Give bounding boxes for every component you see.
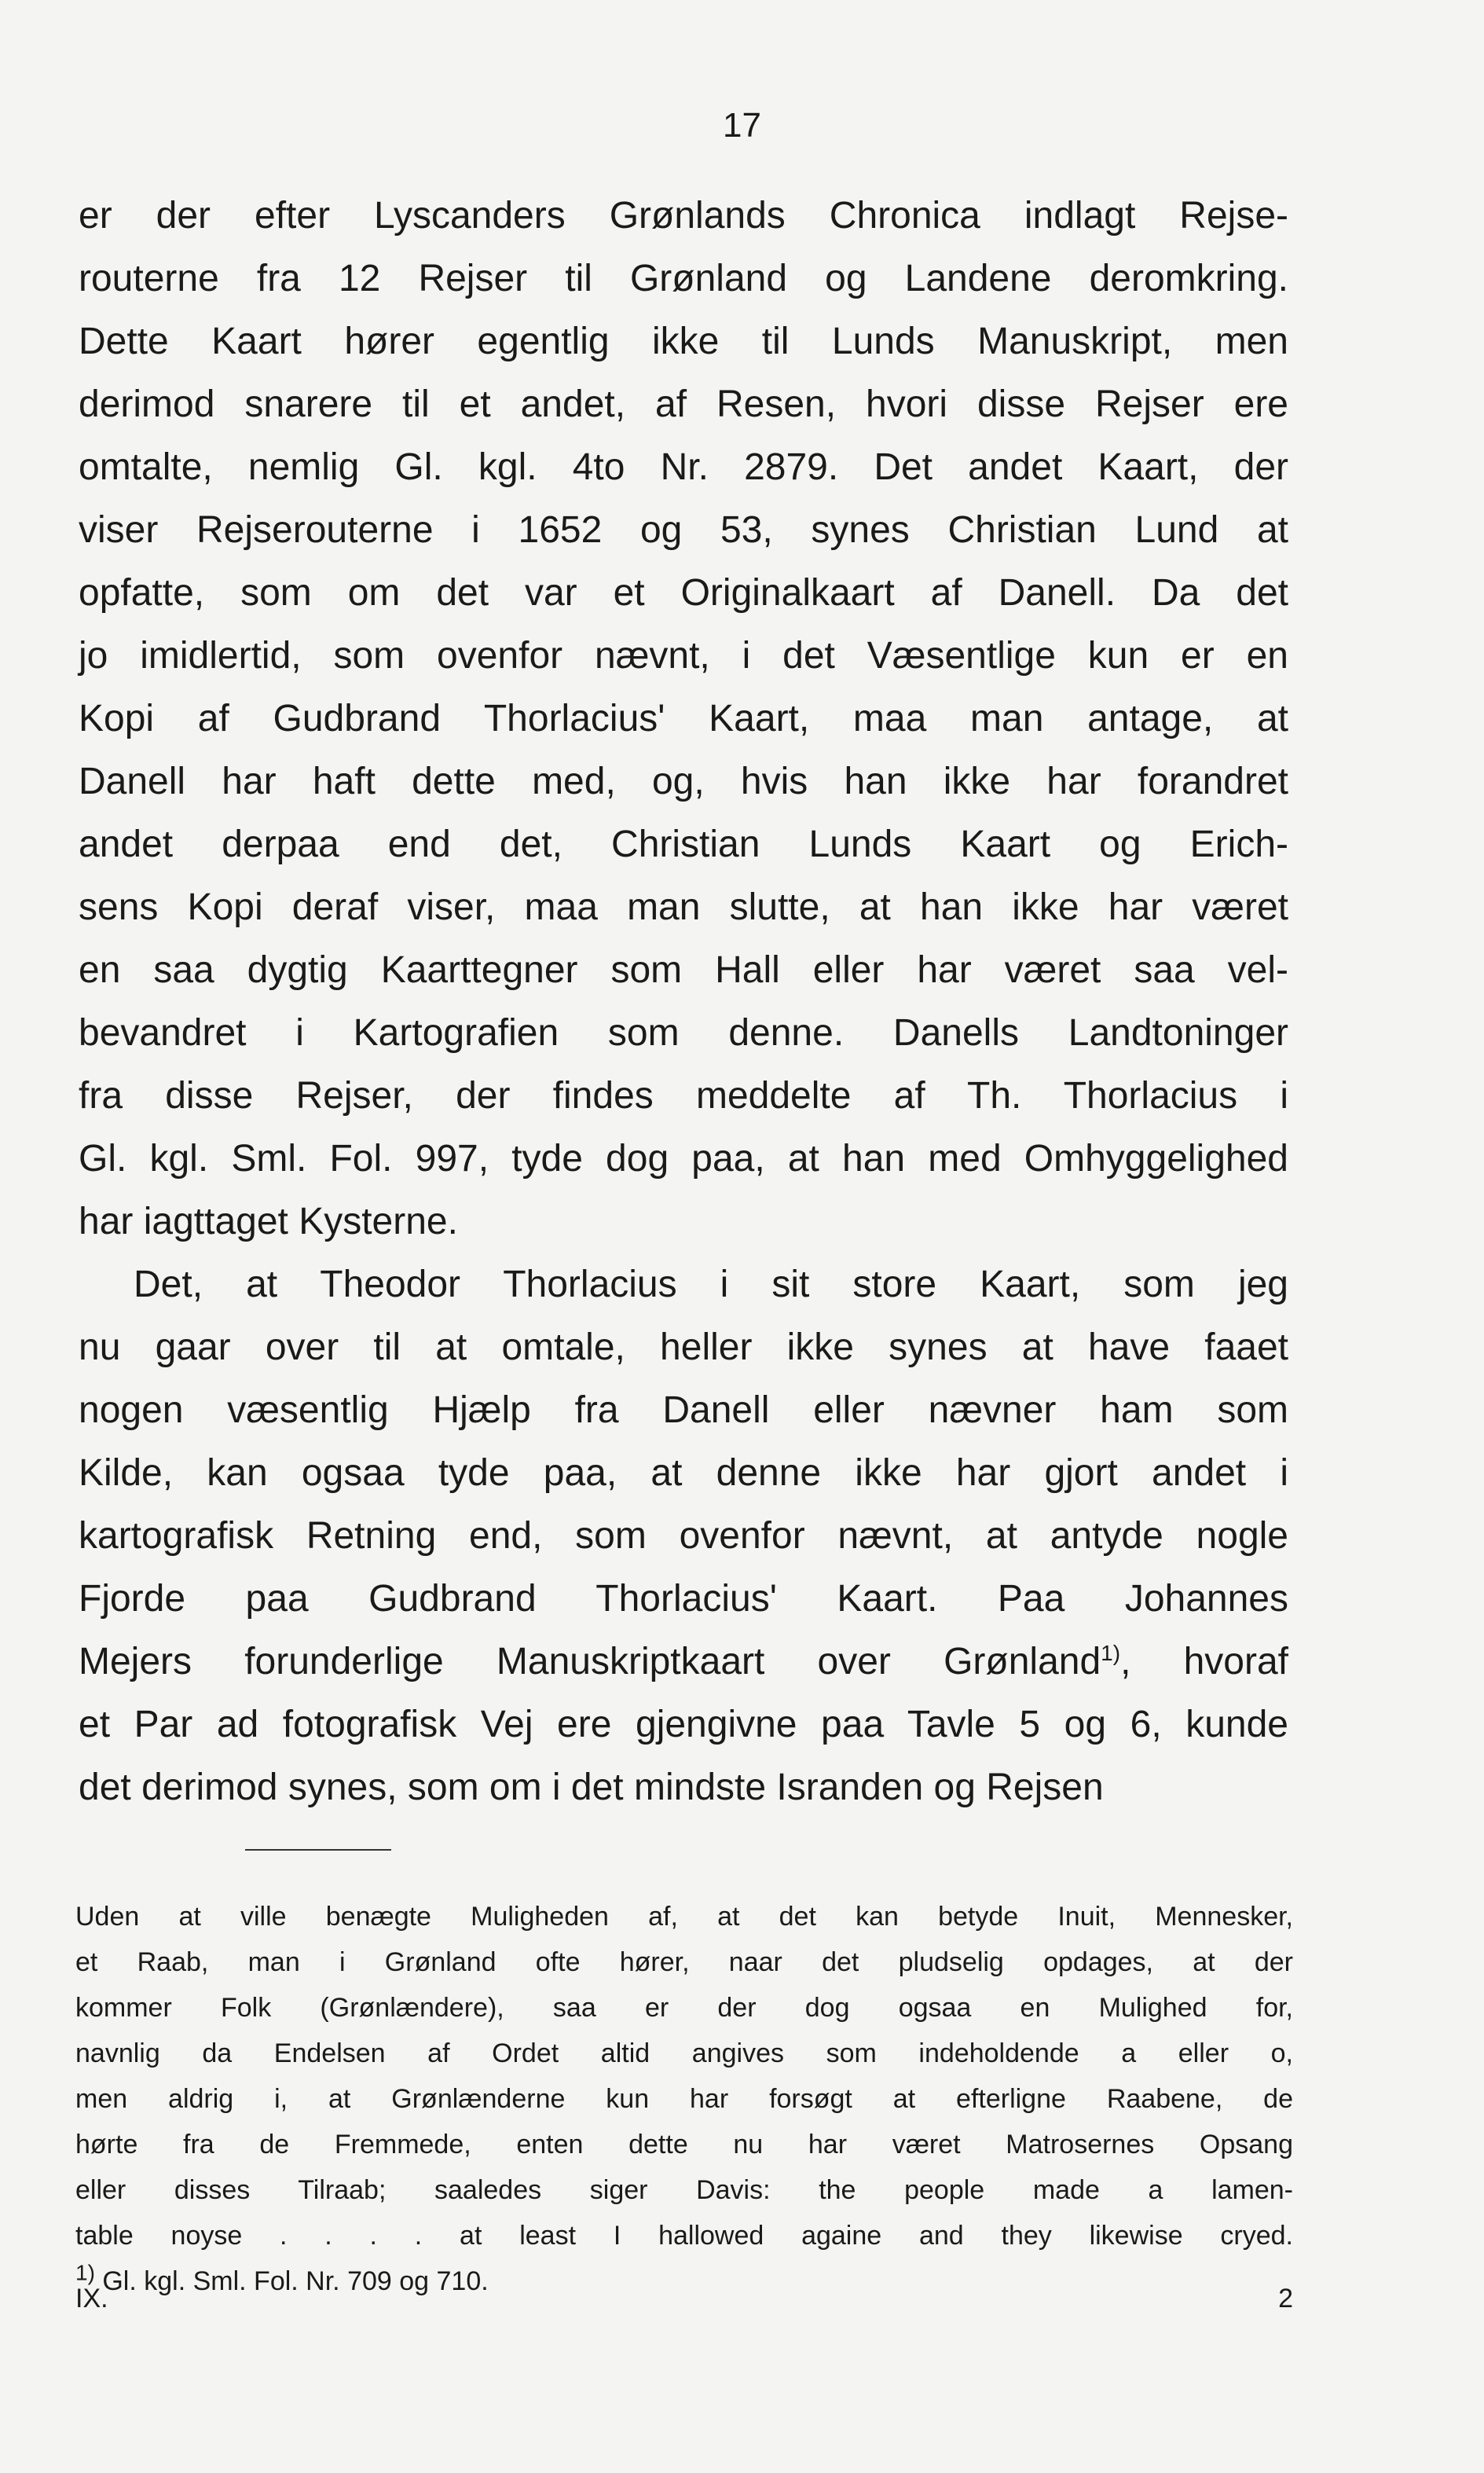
- text-line: nu gaar over til at omtale, heller ikke synes at have faaet: [79, 1326, 1288, 1368]
- footnote-ref: 1): [1101, 1641, 1121, 1665]
- sheet-number: 2: [1278, 2284, 1293, 2313]
- footnote-line: hørte fra de Fremmede, enten dette nu har været Matrosernes Opsang: [75, 2130, 1293, 2159]
- paragraph-start-line: Det, at Theodor Thorlacius i sit store Kaart, som jeg: [134, 1264, 1288, 1305]
- footnote-line: et Raab, man i Grønland ofte hører, naar det pludselig opdages, at der: [75, 1947, 1293, 1977]
- footnote-line: kommer Folk (Grønlændere), saa er der dog ogsaa en Mulighed for,: [75, 1993, 1293, 2023]
- text-line: opfatte, som om det var et Originalkaart af Danell. Da det: [79, 572, 1288, 614]
- text-line: har iagttaget Kysterne.: [79, 1201, 458, 1242]
- text-line: Kopi af Gudbrand Thorlacius' Kaart, maa man antage, at: [79, 698, 1288, 739]
- text-segment: Mejers forunderlige Manuskriptkaart over Grønland: [79, 1641, 1101, 1682]
- text-line: et Par ad fotografisk Vej ere gjengivne paa Tavle 5 og 6, kunde: [79, 1704, 1288, 1745]
- text-line: Gl. kgl. Sml. Fol. 997, tyde dog paa, at han med Omhyggelighed: [79, 1138, 1288, 1180]
- text-line: er der efter Lyscanders Grønlands Chronica indlagt Rejse-: [79, 195, 1288, 237]
- text-line: viser Rejserouterne i 1652 og 53, synes Christian Lund at: [79, 509, 1288, 551]
- text-line: derimod snarere til et andet, af Resen, hvori disse Rejser ere: [79, 383, 1288, 425]
- footnote-line: men aldrig i, at Grønlænderne kun har forsøgt at efterligne Raabene, de: [75, 2084, 1293, 2114]
- text-line: Dette Kaart hører egentlig ikke til Lunds Manuskript, men: [79, 321, 1288, 362]
- footnote-note: [75, 2258, 1293, 2304]
- footnote-marker: 1): [75, 2260, 95, 2285]
- footnote-divider: [245, 1849, 391, 1851]
- footnotes: [75, 1894, 1293, 2304]
- text-line: fra disse Rejser, der findes meddelte af Th. Thorlacius i: [79, 1075, 1288, 1117]
- text-line: omtalte, nemlig Gl. kgl. 4to Nr. 2879. Det andet Kaart, der: [79, 446, 1288, 488]
- text-line: nogen væsentlig Hjælp fra Danell eller nævner ham som: [79, 1389, 1288, 1431]
- footnote-line: navnlig da Endelsen af Ordet altid angives som indeholdende a eller o,: [75, 2038, 1293, 2068]
- footnote-note-text: Gl. kgl. Sml. Fol. Nr. 709 og 710.: [94, 2266, 489, 2296]
- text-line: Danell har haft dette med, og, hvis han ikke har forandret: [79, 761, 1288, 802]
- text-segment: , hvoraf: [1120, 1641, 1288, 1682]
- text-line: bevandret i Kartografien som denne. Danells Landtoninger: [79, 1012, 1288, 1054]
- footnote-line: Uden at ville benægte Muligheden af, at det kan betyde Inuit, Mennesker,: [75, 1902, 1293, 1932]
- text-line: Kilde, kan ogsaa tyde paa, at denne ikke har gjort andet i: [79, 1452, 1288, 1494]
- text-line: Fjorde paa Gudbrand Thorlacius' Kaart. Paa Johannes: [79, 1578, 1288, 1620]
- page-number: 17: [723, 106, 761, 145]
- signature-mark: IX.: [75, 2284, 108, 2313]
- text-line-with-note: [79, 1631, 1288, 1693]
- footnote-line: eller disses Tilraab; saaledes siger Davis: the people made a lamen-: [75, 2175, 1293, 2205]
- text-line: kartografisk Retning end, som ovenfor nævnt, at antyde nogle: [79, 1515, 1288, 1557]
- text-line: en saa dygtig Kaarttegner som Hall eller har været saa vel-: [79, 949, 1288, 991]
- text-line: sens Kopi deraf viser, maa man slutte, at han ikke har været: [79, 886, 1288, 928]
- footnote-line: table noyse . . . . at least I hallowed againe and they likewise cryed.: [75, 2221, 1293, 2251]
- text-line: jo imidlertid, som ovenfor nævnt, i det Væsentlige kun er en: [79, 635, 1288, 677]
- text-line: routerne fra 12 Rejser til Grønland og Landene deromkring.: [79, 258, 1288, 299]
- text-line: det derimod synes, som om i det mindste Isranden og Rejsen: [79, 1767, 1104, 1808]
- main-text: [79, 185, 1288, 1819]
- text-line: andet derpaa end det, Christian Lunds Kaart og Erich-: [79, 824, 1288, 865]
